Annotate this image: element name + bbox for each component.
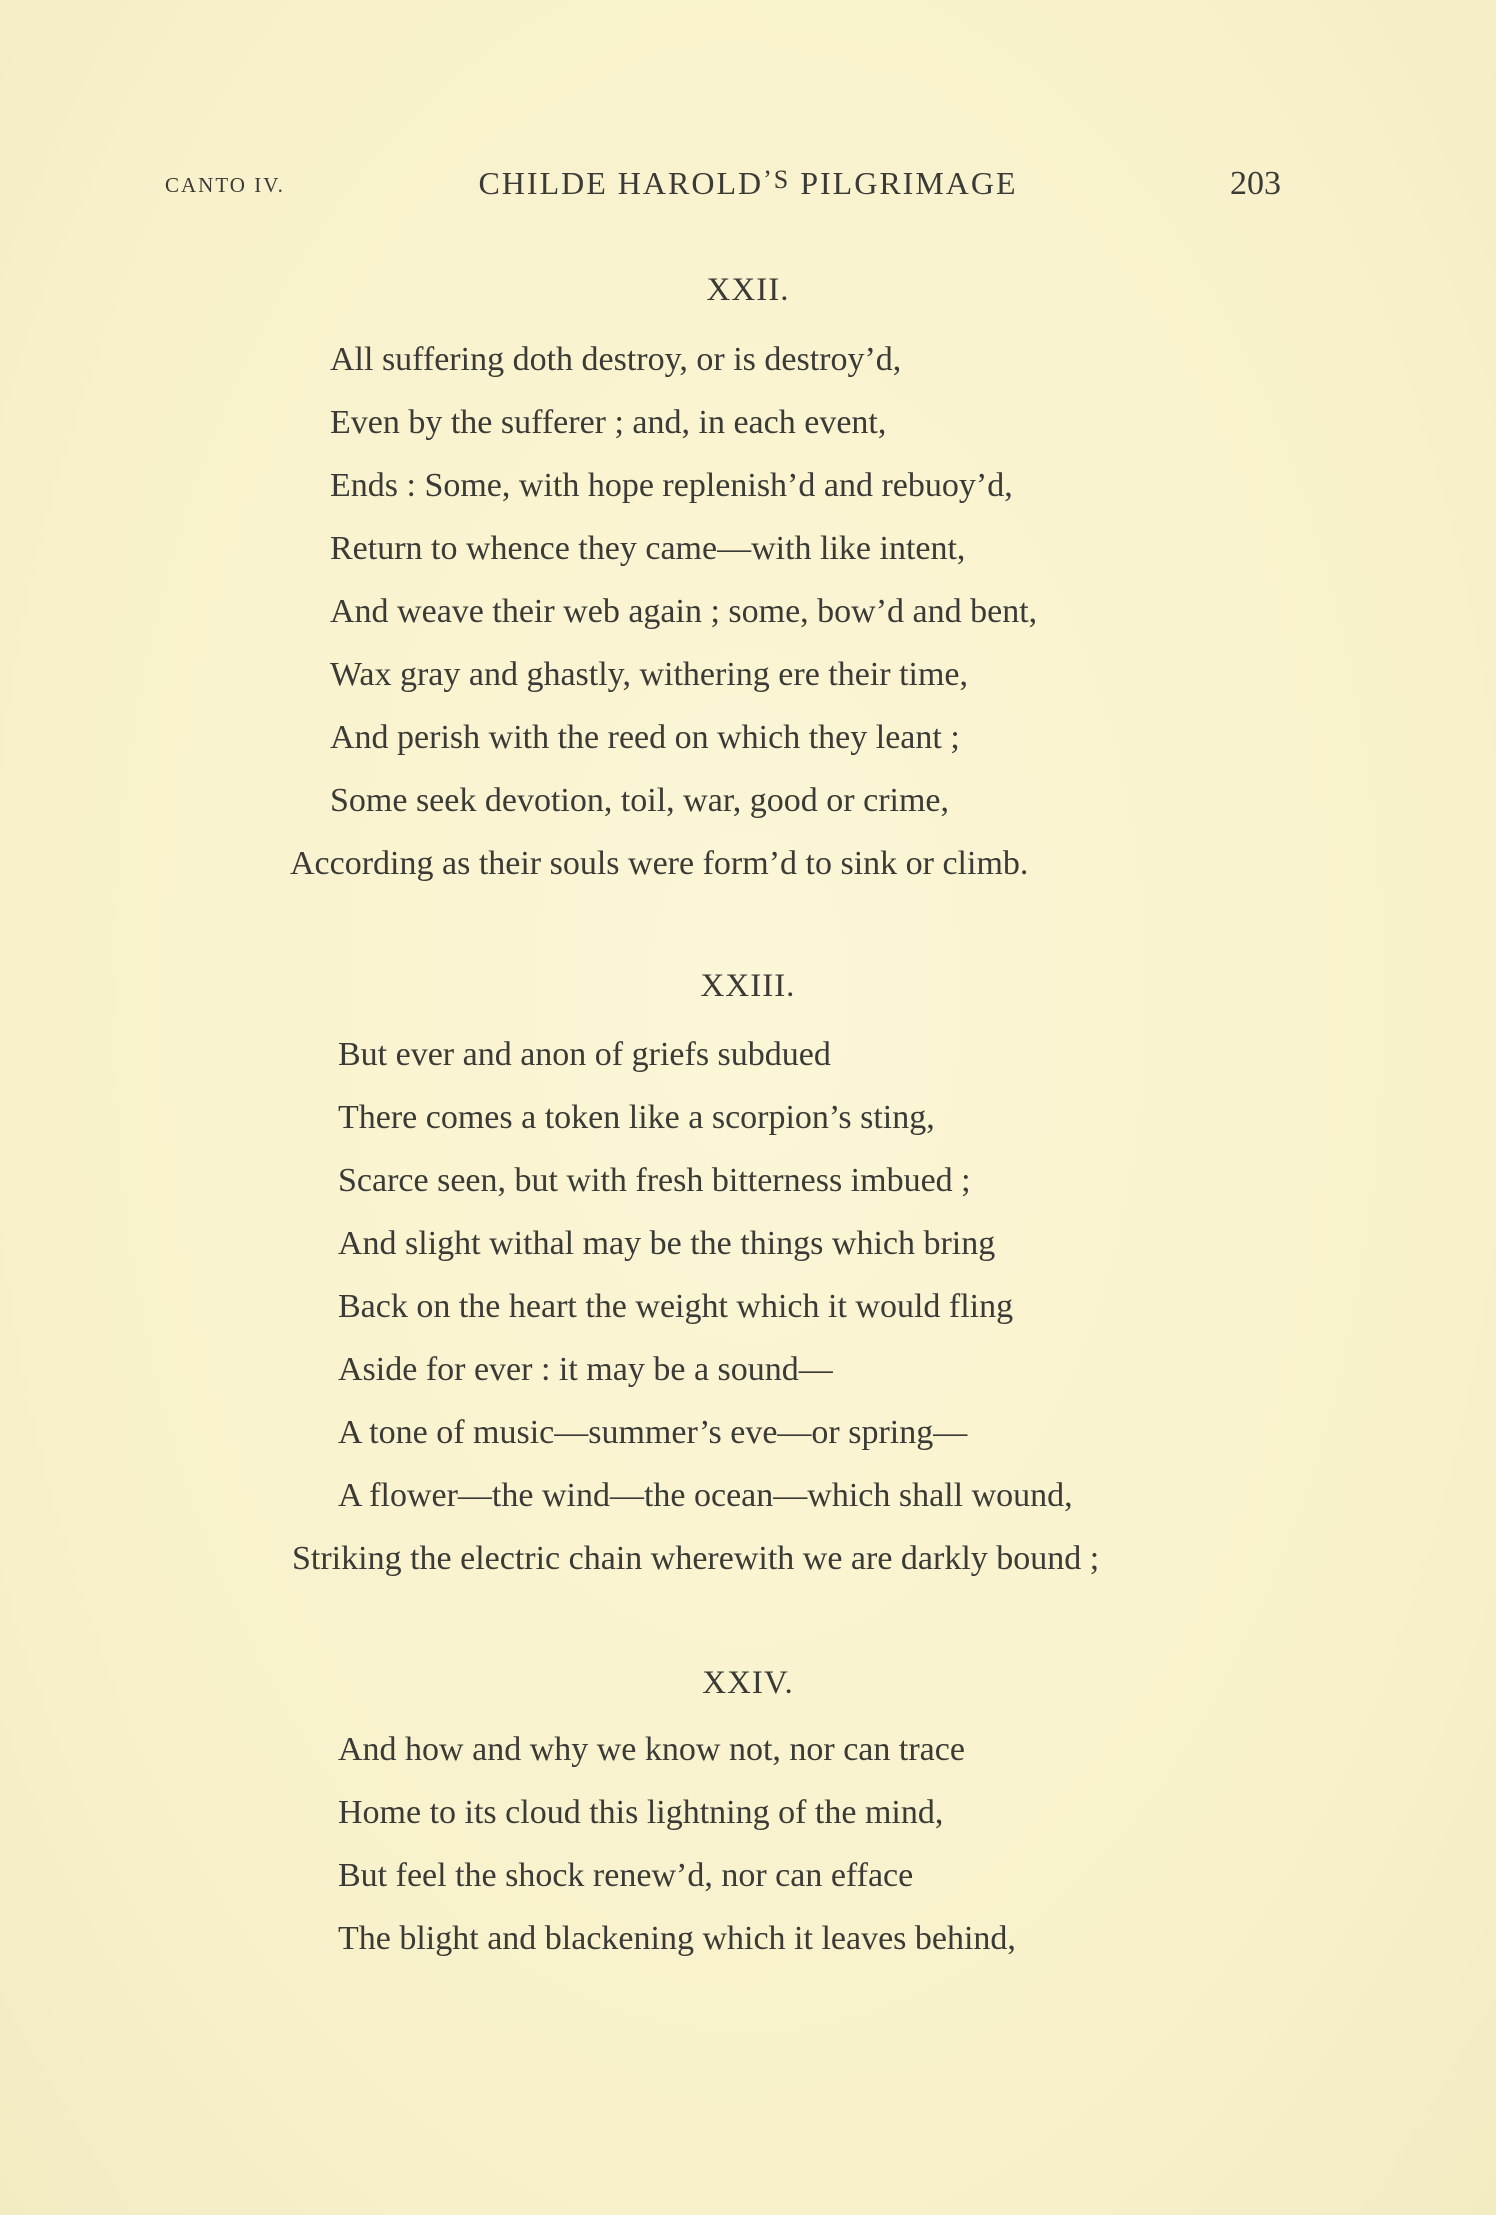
verse-line: There comes a token like a scorpion’s sting,	[338, 1099, 935, 1136]
verse-line: The blight and blackening which it leaves behind,	[338, 1920, 1016, 1957]
verse-line: Some seek devotion, toil, war, good or crime,	[330, 782, 950, 819]
verse-line: A tone of music—summer’s eve—or spring—	[338, 1414, 968, 1451]
verse-line: Return to whence they came—with like intent,	[330, 530, 966, 567]
verse-line: But ever and anon of griefs subdued	[338, 1036, 831, 1073]
stanza-number: XXIII.	[700, 968, 796, 1004]
verse-line: But feel the shock renew’d, nor can efface	[338, 1857, 914, 1894]
stanza-number: XXIV.	[702, 1665, 794, 1701]
verse-line: Ends : Some, with hope replenish’d and rebuoy’d,	[330, 467, 1013, 504]
running-head	[0, 165, 1496, 215]
verse-line: Back on the heart the weight which it would fling	[338, 1288, 1014, 1325]
verse-line: And weave their web again ; some, bow’d and bent,	[330, 593, 1038, 630]
verse-line: And slight withal may be the things which bring	[338, 1225, 996, 1262]
verse-line: And perish with the reed on which they leant ;	[330, 719, 960, 756]
verse-line: Wax gray and ghastly, withering ere their time,	[330, 656, 969, 693]
verse-line: Even by the sufferer ; and, in each event,	[330, 404, 887, 441]
verse-line: Striking the electric chain wherewith we are darkly bound ;	[292, 1540, 1100, 1577]
verse-line: Scarce seen, but with fresh bitterness imbued ;	[338, 1162, 971, 1199]
verse-line: All suffering doth destroy, or is destroy’d,	[330, 341, 902, 378]
stanza-number: XXII.	[706, 272, 790, 308]
canto-label: CANTO IV.	[165, 173, 285, 197]
verse-line: According as their souls were form’d to sink or climb.	[290, 845, 1029, 882]
verse-line: Aside for ever : it may be a sound—	[338, 1351, 833, 1388]
book-title-end: PILGRIMAGE	[790, 165, 1018, 201]
verse-line: Home to its cloud this lightning of the mind,	[338, 1794, 944, 1831]
book-title-possessive: ’S	[763, 165, 791, 194]
page-number: 203	[1230, 165, 1281, 202]
verse-line: A flower—the wind—the ocean—which shall wound,	[338, 1477, 1073, 1514]
book-title-main: CHILDE HAROLD	[478, 165, 764, 201]
verse-line: And how and why we know not, nor can trace	[338, 1731, 965, 1768]
